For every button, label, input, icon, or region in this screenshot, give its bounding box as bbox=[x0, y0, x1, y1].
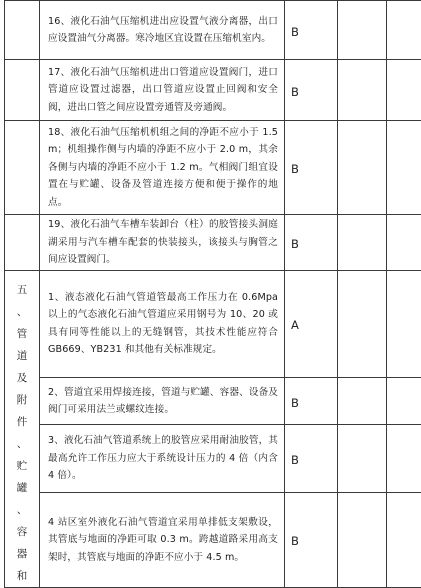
item-text: 1、液态液化石油气管道管最高工作压力在 0.6Mpa 以上的气态液化石油气管道应采用钢号为 10、20 或具有同等性能以上的无缝钢管，其技术性能应符合 GB669、YB231 和其他有关标准规定。 bbox=[48, 289, 278, 359]
empty-cell bbox=[387, 271, 421, 378]
grade-value: B bbox=[291, 453, 299, 467]
grade-value: A bbox=[291, 318, 299, 332]
section-char: 、 bbox=[5, 499, 39, 521]
empty-cell bbox=[338, 215, 387, 271]
section-char: 、 bbox=[5, 433, 39, 455]
grade-value: B bbox=[291, 534, 299, 548]
item-text-cell bbox=[40, 377, 285, 425]
item-text-cell bbox=[40, 121, 285, 215]
grade-cell bbox=[285, 121, 338, 215]
category-cell-empty bbox=[5, 60, 40, 121]
table-row bbox=[5, 492, 421, 587]
item-text: 16、液化石油气压缩机进出应设置气液分离器，出口应设置油气分离器。寒冷地区宜设置在压缩机室内。 bbox=[48, 13, 278, 48]
table-row bbox=[5, 271, 421, 378]
item-text: 18、液化石油气压缩机机组之间的净距不应小于 1.5 m；机组操作侧与内墙的净距不应小于 2.0 m，其余各侧与内墙的净距不应小于 1.2 m。气相阀门组宜设置在与贮罐、设备及管道连接方便和便于操作的地点。 bbox=[48, 124, 278, 212]
empty-cell bbox=[387, 215, 421, 271]
grade-cell bbox=[285, 1, 338, 60]
empty-cell bbox=[338, 121, 387, 215]
empty-cell bbox=[338, 1, 387, 60]
grade-value: B bbox=[291, 162, 299, 176]
empty-cell bbox=[387, 1, 421, 60]
empty-cell bbox=[338, 271, 387, 378]
empty-cell bbox=[387, 121, 421, 215]
grade-value: B bbox=[291, 85, 299, 99]
grade-value: B bbox=[291, 396, 299, 410]
grade-cell bbox=[285, 271, 338, 378]
item-text-cell bbox=[40, 215, 285, 271]
section-char: 附 bbox=[5, 389, 39, 411]
table-row bbox=[5, 1, 421, 60]
table-row bbox=[5, 425, 421, 492]
empty-cell bbox=[338, 60, 387, 121]
section-char: 道 bbox=[5, 345, 39, 367]
section-char: 、 bbox=[5, 301, 39, 323]
section-char: 容 bbox=[5, 521, 39, 543]
empty-cell bbox=[338, 492, 387, 587]
item-text: 17、液化石油气压缩机进出口管道应设置阀门，进口管道应设置过滤器，出口管道应设置止回阀和安全阀，进出口管之间应设置旁通管及旁通阀。 bbox=[48, 64, 278, 117]
item-text: 2、管道宜采用焊接连接，管道与贮罐、容器、设备及阀门可采用法兰或螺纹连接。 bbox=[48, 384, 278, 419]
inspection-table bbox=[4, 0, 421, 588]
grade-value: B bbox=[291, 25, 299, 39]
empty-cell bbox=[387, 425, 421, 492]
empty-cell bbox=[338, 377, 387, 425]
item-text: 3、液化石油气管道系统上的胶管应采用耐油胶管，其最高允许工作压力应大于系统设计压力的 4 倍（内含 4 倍）。 bbox=[48, 432, 278, 485]
section-char: 件 bbox=[5, 411, 39, 433]
item-text-cell bbox=[40, 492, 285, 587]
table-row bbox=[5, 377, 421, 425]
item-text-cell bbox=[40, 271, 285, 378]
section-char: 及 bbox=[5, 367, 39, 389]
empty-cell bbox=[338, 425, 387, 492]
grade-cell bbox=[285, 215, 338, 271]
empty-cell bbox=[387, 492, 421, 587]
grade-cell bbox=[285, 377, 338, 425]
category-cell-empty bbox=[5, 121, 40, 215]
section-char: 贮 bbox=[5, 455, 39, 477]
item-text: 4 站区室外液化石油气管道宜采用单排低支架敷设，其管底与地面的净距可取 0.3 m。跨越道路采用高支架时，其管底与地面的净距不应小于 4.5 m。 bbox=[48, 514, 278, 567]
section-char: 管 bbox=[5, 323, 39, 345]
empty-cell bbox=[387, 60, 421, 121]
grade-cell bbox=[285, 60, 338, 121]
category-cell-empty bbox=[5, 215, 40, 271]
section-char: 罐 bbox=[5, 477, 39, 499]
item-text-cell bbox=[40, 60, 285, 121]
item-text: 19、液化石油气车槽车装卸台（柱）的胶管接头洞庭湖采用与汽车槽车配套的快装接头，该接头与胸管之间应设置阀门。 bbox=[48, 216, 278, 269]
section-char: 和 bbox=[5, 565, 39, 587]
category-cell-empty bbox=[5, 1, 40, 60]
grade-value: B bbox=[291, 237, 299, 251]
section-label-cell bbox=[5, 271, 40, 588]
empty-cell bbox=[387, 377, 421, 425]
table-row bbox=[5, 121, 421, 215]
grade-cell bbox=[285, 492, 338, 587]
section-char: 器 bbox=[5, 543, 39, 565]
item-text-cell bbox=[40, 425, 285, 492]
table-row bbox=[5, 60, 421, 121]
section-char: 五 bbox=[5, 279, 39, 301]
grade-cell bbox=[285, 425, 338, 492]
item-text-cell bbox=[40, 1, 285, 60]
table-row bbox=[5, 215, 421, 271]
